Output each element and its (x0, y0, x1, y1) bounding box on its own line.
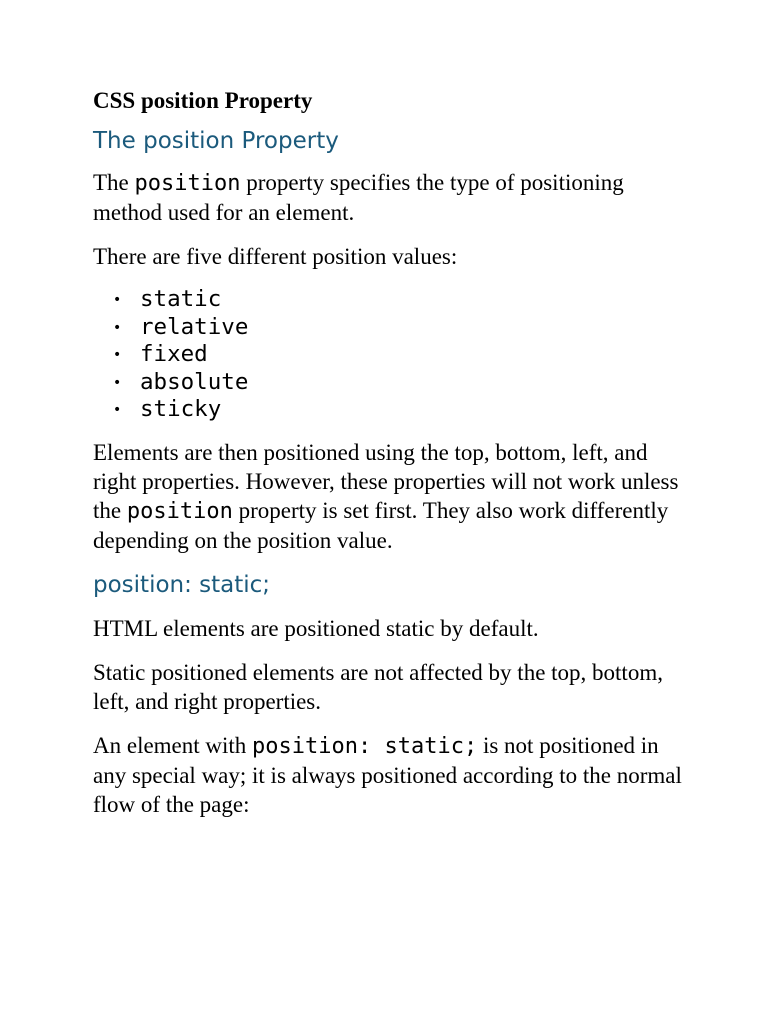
section-heading-position-property: The position Property (93, 128, 339, 154)
text-fragment: property specifies the type of positioning method used for an element. (93, 170, 624, 225)
paragraph-position-intro (93, 168, 693, 227)
document-title: CSS position Property (93, 88, 313, 113)
inline-code-position-static: position: static; (252, 733, 478, 759)
list-item-label: fixed (140, 341, 208, 367)
bullet-icon: • (113, 319, 122, 336)
bullet-icon: • (113, 347, 122, 363)
paragraph-static-default: HTML elements are positioned static by default. (93, 615, 539, 641)
list-item-label: static (140, 286, 222, 312)
list-item-static (93, 286, 693, 314)
inline-code-position: position (134, 171, 241, 196)
list-item-fixed (93, 341, 693, 369)
bullet-icon: • (113, 402, 122, 418)
paragraph-five-values: There are five different position values: (93, 244, 458, 269)
text-fragment: An element with (93, 732, 253, 758)
document-page (93, 86, 693, 834)
paragraph-positioning-properties (93, 438, 693, 555)
inline-code-position: position (126, 498, 233, 524)
text-fragment: property is set first. They also work differently depending on the position value. (93, 497, 669, 553)
list-item-label: relative (140, 313, 249, 340)
paragraph-static-not-affected: Static positioned elements are not affected by the top, bottom, left, and right properties. (93, 659, 663, 714)
text-fragment: Elements are then positioned using the top, bottom, left, and right properties. However, these properties will not work unless the (93, 439, 679, 523)
list-item-relative (93, 314, 693, 342)
list-item-label: sticky (140, 396, 222, 422)
position-values-list (93, 286, 693, 424)
list-item-label: absolute (140, 368, 249, 395)
section-heading-position-static: position: static; (93, 571, 271, 598)
bullet-icon: • (113, 292, 122, 308)
list-item-sticky (93, 396, 693, 424)
bullet-icon: • (113, 374, 122, 391)
text-fragment: The (93, 170, 135, 195)
paragraph-static-normal-flow (93, 731, 693, 819)
text-fragment: is not positioned in any special way; it is always positioned according to the normal flow of the page: (93, 732, 682, 817)
list-item-absolute (93, 369, 693, 397)
